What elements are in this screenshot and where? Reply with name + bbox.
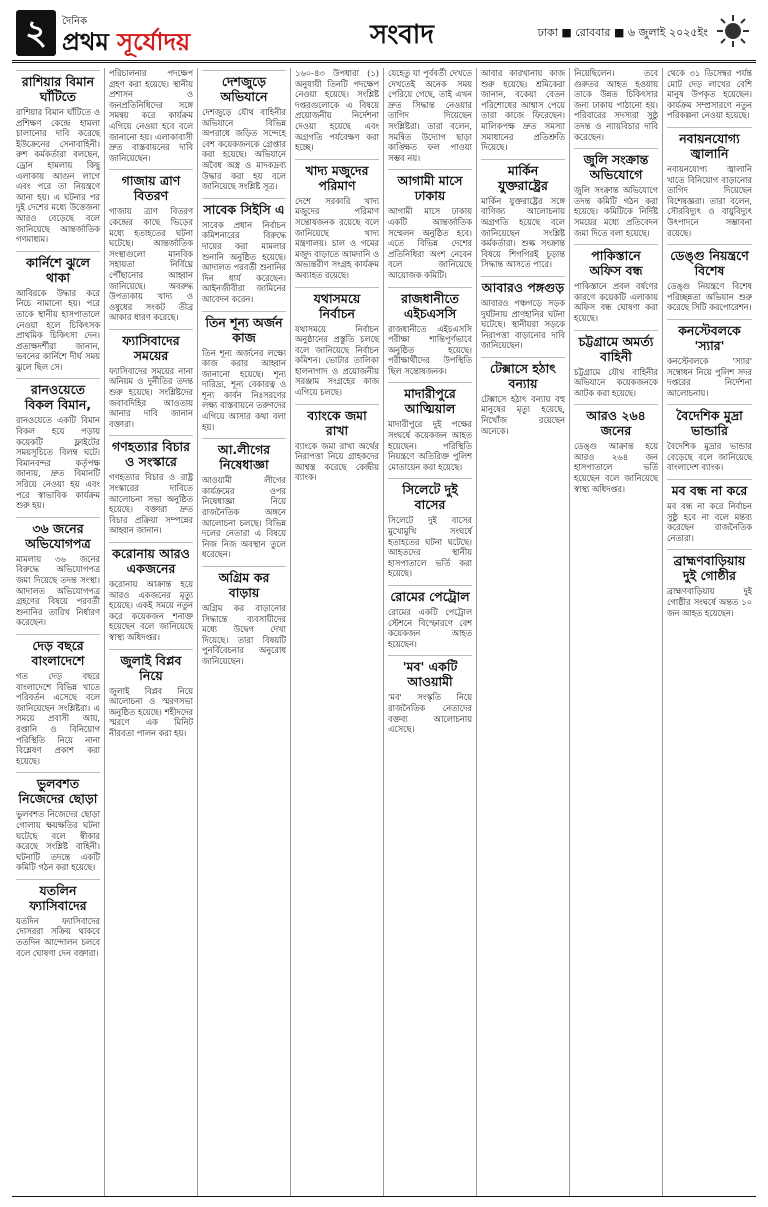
story-headline: ব্রাহ্মণবাড়িয়ায় দুই গোষ্ঠীর xyxy=(667,549,752,583)
news-story xyxy=(667,479,752,543)
news-story xyxy=(16,70,100,245)
story-body: ব্রাহ্মণবাড়িয়ায় দুই গোষ্ঠীর সংঘর্ষে অন্তত ১০ জন আহত হয়েছেন। xyxy=(667,586,752,618)
story-headline: রানওয়েতে বিকল বিমান, xyxy=(16,378,100,412)
story-body: নবায়নযোগ্য জ্বালানি খাতে বিনিয়োগ বাড়ানোর তাগিদ দিয়েছেন বিশেষজ্ঞরা। তারা বলেন, সৌরবিদ্যুৎ ও বায়ুবিদ্যুৎ উৎপাদনে সম্ভাবনা রয়েছে। xyxy=(667,163,752,238)
story-headline: বৈদেশিক মুদ্রা ভান্ডারি xyxy=(667,404,752,438)
story-body: কনস্টেবলকে 'স্যার' সম্বোধন নিয়ে পুলিশ সদর দপ্তরের নির্দেশনা আলোচনায়। xyxy=(667,355,752,398)
news-story xyxy=(109,169,193,323)
column-2 xyxy=(105,68,198,1196)
story-headline: রাজধানীতে এইচএসসি xyxy=(388,287,472,321)
brand-name xyxy=(62,24,190,64)
news-columns xyxy=(12,68,756,1196)
story-body: রোমের একটি পেট্রোল স্টেশনে বিস্ফোরণে বেশ কয়েকজন আহত হয়েছেন। xyxy=(388,607,472,649)
story-body: আবিরকে উদ্ধার করে নিচে নামানো হয়। পরে তাকে স্থানীয় হাসপাতালে নেওয়া হলে চিকিৎসক প্রাথমিক চিকিৎসা দেন। প্রত্যক্ষদর্শীরা জানান, ভবনের কার্নিশে দীর্ঘ সময় ঝুলে ছিল সে। xyxy=(16,287,100,372)
story-body: নিয়েছিলেন। তবে গুরুতর আহত হওয়ায় তাকে উন্নত চিকিৎসার জন্য ঢাকায় পাঠানো হয়। পরিবারের সদস্যরা সুষ্ঠু তদন্ত ও ন্যায়বিচার দাবি করেছেন। xyxy=(574,68,658,142)
story-headline: আ.লীগের নিষেধাজ্ঞা xyxy=(202,438,286,472)
news-story xyxy=(295,287,379,398)
bottom-rule xyxy=(12,1196,756,1197)
news-story xyxy=(388,655,472,734)
story-headline: আগামী মাসে ঢাকায় xyxy=(388,169,472,203)
news-story xyxy=(388,478,472,579)
story-body: পরিচালনার পদক্ষেপ গ্রহণ করা হয়েছে। স্থানীয় প্রশাসন ও জনপ্রতিনিধিদের সঙ্গে সমন্বয় করে কার্যক্রম এগিয়ে নেওয়া হবে বলে জানানো হয়। এলাকাবাসী দ্রুত বাস্তবায়নের দাবি জানিয়েছেন। xyxy=(109,68,193,163)
news-story xyxy=(109,435,193,536)
story-body: থেকে ৩১ ডিসেম্বর পর্যন্ত মোট দেড় লাখের বেশি মানুষ উপকৃত হয়েছেন। কার্যক্রম সম্প্রসারণে নতুন পরিকল্পনা নেওয়া হয়েছে। xyxy=(667,68,752,121)
news-story xyxy=(667,68,752,121)
story-headline: কার্নিশে ঝুলে থাকা xyxy=(16,251,100,285)
news-story xyxy=(202,311,286,433)
story-body: সাবেক প্রধান নির্বাচন কমিশনারের বিরুদ্ধে দায়ের করা মামলার শুনানি অনুষ্ঠিত হয়েছে। আদালত পরবর্তী শুনানির দিন ধার্য করেছেন। আইনজীবীরা জামিনের আবেদন করেন। xyxy=(202,219,286,304)
story-body: দেশজুড়ে যৌথ বাহিনীর অভিযানে বিভিন্ন অপরাধে জড়িত সন্দেহে বেশ কয়েকজনকে গ্রেপ্তার করা হয়েছে। অভিযানে অবৈধ অস্ত্র ও মাদকদ্রব্য উদ্ধার করা হয় বলে জানিয়েছে সংশ্লিষ্ট সূত্র। xyxy=(202,107,286,192)
story-body: করোনায় আক্রান্ত হয়ে আরও একজনের মৃত্যু হয়েছে। একই সময়ে নতুন করে কয়েকজন শনাক্ত হয়েছেন বলে জানিয়েছে স্বাস্থ্য অধিদপ্তর। xyxy=(109,579,193,642)
story-headline: করোনায় আরও একজনের xyxy=(109,542,193,576)
news-story xyxy=(667,404,752,473)
story-body: ভুলবশত নিজেদের ছোড়া গোলায় ক্ষয়ক্ষতির ঘটনা ঘটেছে বলে স্বীকার করেছে সংশ্লিষ্ট বাহিনী। ঘটনাটি তদন্তে একটি কমিটি গঠন করা হয়েছে। xyxy=(16,809,100,873)
story-body: আগামী মাসে ঢাকায় একটি আন্তর্জাতিক সম্মেলন অনুষ্ঠিত হবে। এতে বিভিন্ন দেশের প্রতিনিধিরা অংশ নেবেন বলে জানিয়েছে আয়োজক কমিটি। xyxy=(388,206,472,280)
column-5 xyxy=(384,68,477,1196)
story-body: মব বন্ধ না করে নির্বাচন সুষ্ঠু হবে না বলে মন্তব্য করেছেন রাজনৈতিক নেতারা। xyxy=(667,501,752,543)
news-story xyxy=(667,549,752,618)
story-headline: 'মব' একটি আওয়ামী xyxy=(388,655,472,689)
story-body: ডেঙ্গু আক্রান্ত হয়ে আরও ২৬৪ জন হাসপাতালে ভর্তি হয়েছেন বলে জানিয়েছে স্বাস্থ্য অধিদপ্তর। xyxy=(574,441,658,494)
brand-small: দৈনিক xyxy=(62,16,88,27)
story-body: আওয়ামী লীগের কার্যক্রমের ওপর নিষেধাজ্ঞা নিয়ে রাজনৈতিক অঙ্গনে আলোচনা চলছে। বিভিন্ন দলের নেতারা এ বিষয়ে নিজ নিজ অবস্থান তুলে ধরেছেন। xyxy=(202,475,286,560)
story-body: গণহত্যার বিচার ও রাষ্ট্র সংস্কারের দাবিতে আলোচনা সভা অনুষ্ঠিত হয়েছে। বক্তারা দ্রুত বিচার প্রক্রিয়া সম্পন্নের আহ্বান জানান। xyxy=(109,472,193,536)
story-body: ব্যাংকে জমা রাখা অর্থের নিরাপত্তা নিয়ে গ্রাহকদের আশ্বস্ত করেছে কেন্দ্রীয় ব্যাংক। xyxy=(295,440,379,483)
story-body: গত দেড় বছরে বাংলাদেশে বিভিন্ন খাতে পরিবর্তন এসেছে বলে জানিয়েছেন সংশ্লিষ্টরা। এ সময়ে প্রবাসী আয়, রপ্তানি ও বিনিয়োগ পরিস্থিতি নিয়ে নানা বিশ্লেষণ প্রকাশ করা হয়েছে। xyxy=(16,670,100,766)
story-body: 'মব' সংস্কৃতি নিয়ে রাজনৈতিক নেতাদের বক্তব্য আলোচনায় এসেছে। xyxy=(388,692,472,735)
story-body: যথাসময়ে নির্বাচন অনুষ্ঠানের প্রস্তুতি চলছে বলে জানিয়েছে নির্বাচন কমিশন। ভোটার তালিকা হালনাগাদ ও প্রয়োজনীয় সরঞ্জাম সংগ্রহের কাজ এগিয়ে চলছে। xyxy=(295,323,379,398)
news-story xyxy=(388,169,472,280)
story-body: যেহেতু যা পূর্ববর্তী দেখতে দেখতেই অনেক সময় পেরিয়ে গেছে, তাই এখন দ্রুত সিদ্ধান্ত নেওয়ার তাগিদ দিয়েছেন সংশ্লিষ্টরা। তারা বলেন, সমন্বিত উদ্যোগ ছাড়া কাঙ্ক্ষিত ফল পাওয়া সম্ভব নয়। xyxy=(388,68,472,163)
story-body: ডেঙ্গু নিয়ন্ত্রণে বিশেষ পরিচ্ছন্নতা অভিযান শুরু করেছে সিটি করপোরেশন। xyxy=(667,281,752,313)
story-body: দেশে সরকারি খাদ্য মজুদের পরিমাণ সন্তোষজনক রয়েছে বলে জানিয়েছে খাদ্য মন্ত্রণালয়। চাল ও গমের মজুদ বাড়াতে আমদানি ও অভ্যন্তরীণ সংগ্রহ কার্যক্রম অব্যাহত রয়েছে। xyxy=(295,195,379,280)
story-body: আবার কারখানায় কাজ শুরু হয়েছে। শ্রমিকেরা জানান, বকেয়া বেতন পরিশোধের আশ্বাস পেয়ে তারা কাজে ফিরেছেন। মালিকপক্ষ দ্রুত সমস্যা সমাধানের প্রতিশ্রুতি দিয়েছে। xyxy=(481,68,565,153)
story-headline: পাকিস্তানে অফিস বন্ধ xyxy=(574,244,658,278)
story-body: রাজধানীতে এইচএসসি পরীক্ষা শান্তিপূর্ণভাবে অনুষ্ঠিত হয়েছে। পরীক্ষার্থীদের উপস্থিতি ছিল সন্তোষজনক। xyxy=(388,323,472,376)
news-story xyxy=(202,438,286,560)
news-story xyxy=(574,330,658,399)
story-headline: কনস্টেবলকে 'স্যার' xyxy=(667,319,752,353)
news-story xyxy=(481,68,565,153)
story-body: চট্টগ্রামে যৌথ বাহিনীর অভিযানে কয়েকজনকে আটক করা হয়েছে। xyxy=(574,366,658,398)
news-story xyxy=(16,378,100,510)
column-8 xyxy=(663,68,756,1196)
story-headline: খাদ্য মজুদের পরিমাণ xyxy=(295,159,379,193)
dateline: ঢাকা ■ রোববার ■ ৬ জুলাই ২০২৫ইং xyxy=(537,26,708,39)
story-body: রানওয়েতে একটি বিমান বিকল হয়ে পড়ায় কয়েকটি ফ্লাইটের সময়সূচিতে বিলম্ব ঘটে। বিমানবন্দর কর্তৃপক্ষ জানায়, দ্রুত বিমানটি সরিয়ে নেওয়া হয় এবং পরে স্বাভাবিক কার্যক্রম শুরু হয়। xyxy=(16,415,100,511)
news-story xyxy=(481,276,565,351)
story-headline: দেশজুড়ে অভিযানে xyxy=(202,70,286,104)
news-story xyxy=(574,68,658,142)
story-headline: চট্টগ্রামে অমর্ত্য বাহিনী xyxy=(574,330,658,364)
story-body: ফ্যাসিবাদের সময়ের নানা অনিয়ম ও দুর্নীতির তদন্ত শুরু হয়েছে। সংশ্লিষ্টদের জবাবদিহির আওতায় আনার দাবি জানান বক্তারা। xyxy=(109,365,193,429)
brand-logo xyxy=(62,12,252,56)
story-headline: যতলিন ফ্যাসিবাদের xyxy=(16,879,100,913)
news-story xyxy=(109,649,193,739)
story-headline: গাজায় ত্রাণ বিতরণ xyxy=(109,169,193,203)
section-title: সংবাদ xyxy=(369,20,435,50)
story-headline: আবারও পঙ্গগুড় xyxy=(481,276,565,295)
story-body: সিলেটে দুই বাসের মুখোমুখি সংঘর্ষে হতাহতের ঘটনা ঘটেছে। আহতদের স্থানীয় হাসপাতালে ভর্তি করা হয়েছে। xyxy=(388,515,472,579)
story-headline: রাশিয়ার বিমান ঘাঁটিতে xyxy=(16,70,100,104)
story-headline: ডেঙ্গু নিয়ন্ত্রণে বিশেষ xyxy=(667,244,752,278)
news-story xyxy=(16,251,100,373)
news-story xyxy=(202,198,286,305)
news-story xyxy=(16,879,100,958)
sun-emblem-icon xyxy=(716,14,750,48)
news-story xyxy=(388,68,472,163)
story-headline: জুলাই বিপ্লব নিয়ে xyxy=(109,649,193,683)
news-story xyxy=(295,68,379,153)
masthead xyxy=(12,8,756,63)
column-4 xyxy=(291,68,384,1196)
news-story xyxy=(295,404,379,483)
story-headline: নবায়নযোগ্য জ্বালানি xyxy=(667,127,752,161)
story-headline: ফ্যাসিবাদের সময়ের xyxy=(109,329,193,363)
news-story xyxy=(16,772,100,873)
news-story xyxy=(295,159,379,281)
column-6 xyxy=(477,68,570,1196)
story-headline: যথাসময়ে নির্বাচন xyxy=(295,287,379,321)
story-body: ১৬০-৪৩ উপধারা (১) অনুযায়ী তিনটি পদক্ষেপ নেওয়া হয়েছে। সংশ্লিষ্ট দপ্তরগুলোকে এ বিষয়ে প্রয়োজনীয় নির্দেশনা দেওয়া হয়েছে এবং অগ্রগতি পর্যবেক্ষণ করা হচ্ছে। xyxy=(295,68,379,153)
news-story xyxy=(574,148,658,238)
news-story xyxy=(109,68,193,163)
news-story xyxy=(16,634,100,766)
story-headline: ব্যাংকে জমা রাখা xyxy=(295,404,379,438)
news-story xyxy=(16,517,100,628)
news-story xyxy=(574,404,658,494)
story-headline: ৩৬ জনের অভিযোগপত্র xyxy=(16,517,100,551)
story-headline: গণহত্যার বিচার ও সংস্কারে xyxy=(109,435,193,469)
story-headline: তিন শূন্য অর্জন কাজ xyxy=(202,311,286,345)
story-body: জুলি সংক্রান্ত অভিযোগে তদন্ত কমিটি গঠন করা হয়েছে। কমিটিকে নির্দিষ্ট সময়ের মধ্যে প্রতিবেদন জমা দিতে বলা হয়েছে। xyxy=(574,185,658,238)
story-headline: সিলেটে দুই বাসের xyxy=(388,478,472,512)
story-body: পাকিস্তানে প্রবল বর্ষণের কারণে কয়েকটি এলাকায় অফিস বন্ধ ঘোষণা করা হয়েছে। xyxy=(574,281,658,323)
story-body: টেক্সাসে হঠাৎ বন্যায় বহু মানুষের মৃত্যু হয়েছে, নিখোঁজ রয়েছেন অনেকে। xyxy=(481,393,565,436)
story-body: মার্কিন যুক্তরাষ্ট্রের সঙ্গে বাণিজ্য আলোচনায় অগ্রগতি হয়েছে বলে জানিয়েছেন সংশ্লিষ্ট কর্মকর্তারা। শুল্ক সংক্রান্ত বিষয়ে শিগগিরই চূড়ান্ত সিদ্ধান্ত আসতে পারে। xyxy=(481,195,565,270)
story-body: মাদারীপুরে দুই পক্ষের সংঘর্ষে কয়েকজন আহত হয়েছেন। পরিস্থিতি নিয়ন্ত্রণে অতিরিক্ত পুলিশ মোতায়েন করা হয়েছে। xyxy=(388,419,472,472)
news-story xyxy=(667,127,752,238)
story-headline: ভুলবশত নিজেদের ছোড়া xyxy=(16,772,100,806)
story-body: রাশিয়ার বিমান ঘাঁটিতে ও প্রশিক্ষণ কেন্দ্রে হামলা চালানোর দাবি করেছে ইউক্রেনের সেনাবাহিনী। রুশ কর্মকর্তারা বলছেন, ড্রোন হামলায় কিছু এলাকায় আগুন লাগে এবং পরে তা নিয়ন্ত্রণে আনা হয়। এ ঘটনার পর দুই দেশের মধ্যে উত্তেজনা আরও বেড়েছে বলে জানিয়েছে আন্তর্জাতিক গণমাধ্যম। xyxy=(16,107,100,245)
story-headline: মাদারীপুরে আত্মিয়াল xyxy=(388,382,472,416)
story-headline: আরও ২৬৪ জনের xyxy=(574,404,658,438)
story-body: জুলাই বিপ্লব নিয়ে আলোচনা ও স্মরণসভা অনুষ্ঠিত হয়েছে। শহীদদের স্মরণে এক মিনিট নীরবতা পালন করা হয়। xyxy=(109,685,193,738)
column-7 xyxy=(570,68,663,1196)
story-body: আবারও পঞ্চগড়ে সড়ক দুর্ঘটনায় প্রাণহানির ঘটনা ঘটেছে। স্থানীয়রা সড়কে নিরাপত্তা বাড়ানোর দাবি জানিয়েছেন। xyxy=(481,297,565,351)
story-headline: দেড় বছরে বাংলাদেশে xyxy=(16,634,100,668)
news-story xyxy=(202,566,286,667)
page-number: ২ xyxy=(16,10,56,56)
news-story xyxy=(109,542,193,643)
news-story xyxy=(388,585,472,649)
story-headline: জুলি সংক্রান্ত অভিযোগে xyxy=(574,148,658,182)
news-story xyxy=(574,244,658,323)
news-story xyxy=(481,159,565,270)
news-story xyxy=(667,319,752,398)
news-story xyxy=(388,382,472,472)
news-story xyxy=(109,329,193,430)
story-body: তিন শূন্য অর্জনের লক্ষ্যে কাজ করার আহ্বান জানানো হয়েছে। শূন্য দারিদ্র্য, শূন্য বেকারত্ব ও শূন্য কার্বন নিঃসরণের লক্ষ্য বাস্তবায়নে তরুণদের এগিয়ে আসার কথা বলা হয়। xyxy=(202,347,286,432)
column-1 xyxy=(12,68,105,1196)
story-headline: অগ্রিম কর বাড়ায় xyxy=(202,566,286,600)
brand-name-part1: প্রথম xyxy=(62,28,109,56)
story-headline: মব বন্ধ না করে xyxy=(667,479,752,498)
news-story xyxy=(388,287,472,377)
story-body: গাজায় ত্রাণ বিতরণ কেন্দ্রের কাছে ভিড়ের মধ্যে হতাহতের ঘটনা ঘটেছে। আন্তর্জাতিক সংস্থাগুলো মানবিক সহায়তা নির্বিঘ্নে পৌঁছানোর আহ্বান জানিয়েছে। অবরুদ্ধ উপত্যকায় খাদ্য ও ওষুধের সংকট তীব্র আকার ধারণ করেছে। xyxy=(109,206,193,323)
story-headline: রোমের পেট্রোল xyxy=(388,585,472,604)
story-headline: সাবেক সিইসি এ xyxy=(202,198,286,217)
story-body: যতদিন ফ্যাসিবাদের দোসররা সক্রিয় থাকবে ততদিন আন্দোলন চলবে বলে ঘোষণা দেন বক্তারা। xyxy=(16,915,100,958)
news-story xyxy=(481,357,565,436)
brand-name-part2: সূর্যোদয় xyxy=(117,28,191,56)
story-body: অগ্রিম কর বাড়ানোর সিদ্ধান্তে ব্যবসায়ীদের মধ্যে উদ্বেগ দেখা দিয়েছে। তারা বিষয়টি পুনর্বিবেচনার অনুরোধ জানিয়েছেন। xyxy=(202,603,286,666)
column-3 xyxy=(198,68,291,1196)
story-body: মামলায় ৩৬ জনের বিরুদ্ধে অভিযোগপত্র জমা দিয়েছে তদন্ত সংস্থা। আদালত অভিযোগপত্র গ্রহণের বিষয়ে পরবর্তী শুনানির তারিখ নির্ধারণ করেছেন। xyxy=(16,553,100,628)
story-body: বৈদেশিক মুদ্রার ভান্ডার বেড়েছে বলে জানিয়েছে বাংলাদেশ ব্যাংক। xyxy=(667,441,752,473)
news-story xyxy=(667,244,752,313)
story-headline: মার্কিন যুক্তরাষ্ট্রের xyxy=(481,159,565,193)
story-headline: টেক্সাসে হঠাৎ বন্যায় xyxy=(481,357,565,391)
news-story xyxy=(202,70,286,192)
